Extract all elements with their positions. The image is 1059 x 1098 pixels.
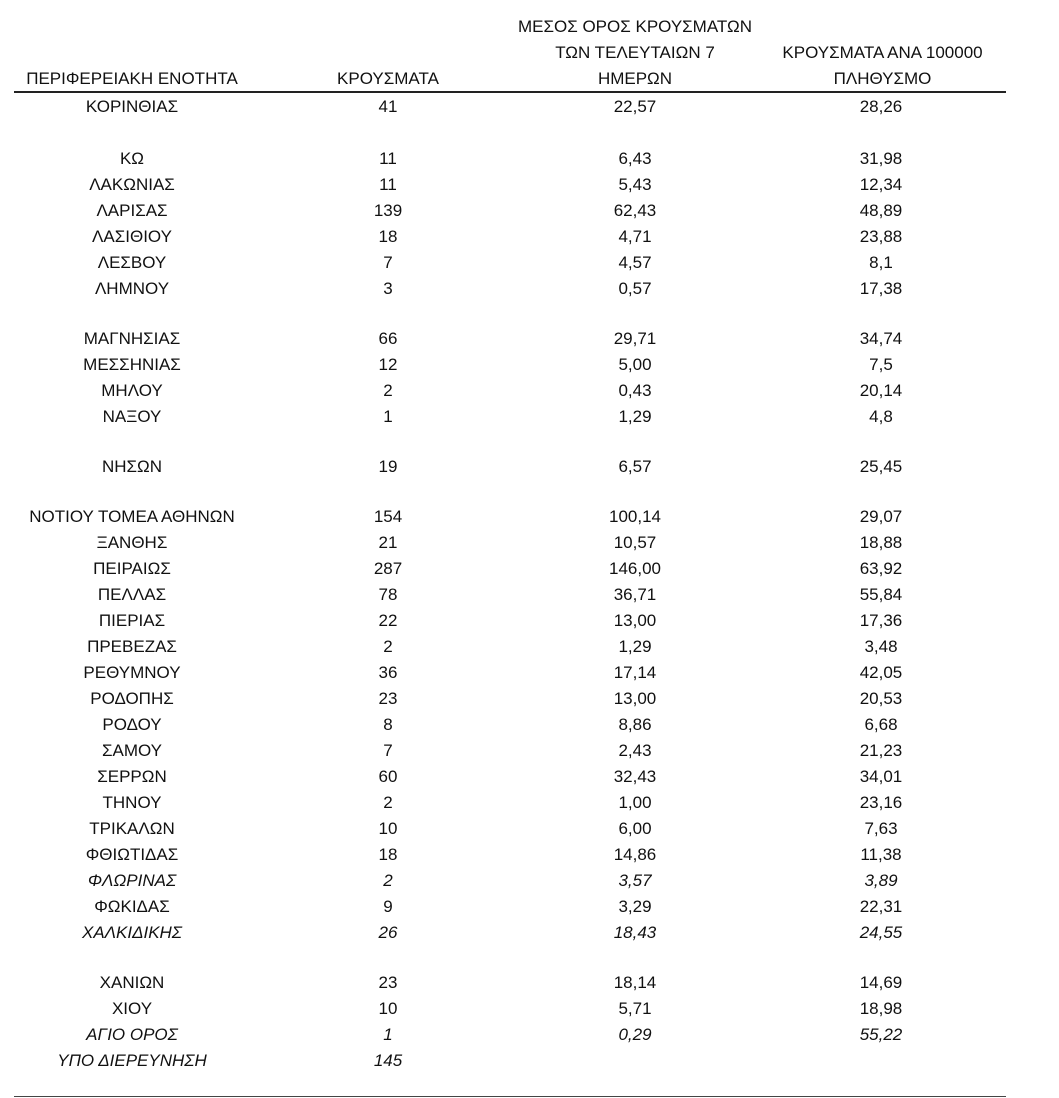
- cases-cell: 78: [378, 585, 398, 604]
- per100k-cell: 3,48: [864, 637, 898, 656]
- table-row: [0, 1022, 1059, 1048]
- per100k-cell: 6,68: [864, 715, 898, 734]
- per100k-cell: 23,88: [859, 227, 903, 246]
- per100k-cell: 17,36: [859, 611, 903, 630]
- region-cell: ΜΕΣΣΗΝΙΑΣ: [83, 355, 181, 374]
- region-cell: ΤΗΝΟΥ: [102, 793, 162, 812]
- region-cell: ΝΟΤΙΟΥ ΤΟΜΕΑ ΑΘΗΝΩΝ: [29, 507, 235, 526]
- region-cell: ΝΗΣΩΝ: [101, 457, 163, 476]
- avg7-cell: 3,57: [618, 871, 652, 890]
- cases-cell: 60: [378, 767, 398, 786]
- avg7-cell: 36,71: [613, 585, 657, 604]
- per100k-cell: 25,45: [859, 457, 903, 476]
- region-cell: ΧΙΟΥ: [111, 999, 153, 1018]
- avg7-cell: 17,14: [613, 663, 657, 682]
- table-row: [0, 556, 1059, 582]
- table-row: [0, 738, 1059, 764]
- avg7-cell: 0,29: [618, 1025, 652, 1044]
- per100k-cell: 8,1: [869, 253, 893, 272]
- table-row: [0, 970, 1059, 996]
- region-cell: ΡΟΔΟΠΗΣ: [90, 689, 174, 708]
- avg7-cell: 6,43: [618, 149, 652, 168]
- avg7-cell: 29,71: [613, 329, 657, 348]
- cases-cell: 12: [378, 355, 398, 374]
- table-row: [0, 920, 1059, 946]
- cases-cell: 7: [383, 741, 393, 760]
- per100k-cell: 48,89: [859, 201, 903, 220]
- region-cell: ΛΗΜΝΟΥ: [94, 279, 170, 298]
- per100k-cell: 21,23: [859, 741, 903, 760]
- per100k-cell: 55,84: [859, 585, 903, 604]
- table-row: [0, 634, 1059, 660]
- cases-cell: 154: [373, 507, 403, 526]
- avg7-cell: 5,43: [618, 175, 652, 194]
- cases-cell: 41: [378, 97, 398, 116]
- region-cell: ΞΑΝΘΗΣ: [96, 533, 168, 552]
- avg7-cell: 0,43: [618, 381, 652, 400]
- region-cell: ΠΙΕΡΙΑΣ: [98, 611, 166, 630]
- header-avg7-line2: ΤΩΝ ΤΕΛΕΥΤΑΙΩΝ 7: [555, 43, 715, 62]
- region-cell: ΧΑΝΙΩΝ: [99, 973, 165, 992]
- region-cell: ΚΟΡΙΝΘΙΑΣ: [85, 97, 179, 116]
- table-row: [0, 352, 1059, 378]
- cases-cell: 21: [378, 533, 398, 552]
- cases-cell: 2: [383, 793, 393, 812]
- cases-cell: 23: [378, 973, 398, 992]
- cases-cell: 19: [378, 457, 398, 476]
- avg7-cell: 5,71: [618, 999, 652, 1018]
- per100k-cell: 11,38: [860, 845, 902, 864]
- cases-cell: 11: [379, 149, 397, 168]
- avg7-cell: 3,29: [618, 897, 652, 916]
- cases-cell: 8: [383, 715, 393, 734]
- table-row: [0, 660, 1059, 686]
- table-row: [0, 250, 1059, 276]
- cases-cell: 9: [383, 897, 393, 916]
- region-cell: ΛΑΡΙΣΑΣ: [96, 201, 168, 220]
- per100k-cell: 17,38: [859, 279, 903, 298]
- per100k-cell: 14,69: [859, 973, 903, 992]
- avg7-cell: 32,43: [613, 767, 657, 786]
- region-cell: ΥΠΟ ΔΙΕΡΕΥΝΗΣΗ: [57, 1051, 207, 1070]
- table-row: [0, 996, 1059, 1022]
- header-per100k-line1: ΚΡΟΥΣΜΑΤΑ ΑΝΑ 100000: [782, 43, 983, 62]
- cases-cell: 145: [373, 1051, 403, 1070]
- cases-cell: 23: [378, 689, 398, 708]
- region-cell: ΣΑΜΟΥ: [101, 741, 163, 760]
- avg7-cell: 10,57: [613, 533, 657, 552]
- avg7-cell: 4,57: [618, 253, 652, 272]
- avg7-cell: 13,00: [613, 689, 657, 708]
- avg7-cell: 62,43: [613, 201, 657, 220]
- region-cell: ΡΟΔΟΥ: [102, 715, 162, 734]
- cases-cell: 18: [378, 845, 398, 864]
- avg7-cell: 146,00: [609, 559, 661, 578]
- region-cell: ΠΡΕΒΕΖΑΣ: [87, 637, 177, 656]
- header-per100k-line2: ΠΛΗΘΥΣΜΟ: [833, 69, 932, 88]
- table-row: [0, 686, 1059, 712]
- cases-cell: 2: [383, 381, 393, 400]
- region-cell: ΠΕΙΡΑΙΩΣ: [93, 559, 171, 578]
- table-row: [0, 842, 1059, 868]
- cases-cell: 22: [378, 611, 398, 630]
- table-row: [0, 146, 1059, 172]
- cases-cell: 2: [383, 871, 393, 890]
- table-row: [0, 1048, 1059, 1074]
- table-row: [0, 198, 1059, 224]
- cases-cell: 3: [383, 279, 393, 298]
- cases-cell: 2: [383, 637, 393, 656]
- region-cell: ΦΛΩΡΙΝΑΣ: [87, 871, 177, 890]
- avg7-cell: 18,14: [613, 973, 657, 992]
- cases-cell: 7: [383, 253, 393, 272]
- per100k-cell: 63,92: [859, 559, 903, 578]
- avg7-cell: 2,43: [618, 741, 652, 760]
- table-row: [0, 454, 1059, 480]
- per100k-cell: 23,16: [859, 793, 903, 812]
- table-row: [0, 504, 1059, 530]
- region-cell: ΡΕΘΥΜΝΟΥ: [83, 663, 181, 682]
- per100k-cell: 29,07: [859, 507, 903, 526]
- cases-cell: 66: [378, 329, 398, 348]
- per100k-cell: 42,05: [859, 663, 903, 682]
- cases-cell: 26: [378, 923, 398, 942]
- table-row: [0, 816, 1059, 842]
- table-row: [0, 94, 1059, 120]
- table-row: [0, 378, 1059, 404]
- cases-cell: 1: [383, 1025, 393, 1044]
- region-cell: ΛΑΣΙΘΙΟΥ: [92, 227, 172, 246]
- table-row: [0, 404, 1059, 430]
- region-cell: ΜΗΛΟΥ: [101, 381, 163, 400]
- cases-cell: 11: [379, 175, 397, 194]
- cases-cell: 287: [373, 559, 403, 578]
- header-cases: ΚΡΟΥΣΜΑΤΑ: [337, 69, 439, 88]
- table-row: [0, 326, 1059, 352]
- table-row: [0, 894, 1059, 920]
- table-row: [0, 712, 1059, 738]
- per100k-cell: 31,98: [859, 149, 903, 168]
- per100k-cell: 22,31: [859, 897, 903, 916]
- avg7-cell: 14,86: [613, 845, 657, 864]
- avg7-cell: 13,00: [613, 611, 657, 630]
- header-region: ΠΕΡΙΦΕΡΕΙΑΚΗ ΕΝΟΤΗΤΑ: [26, 69, 238, 88]
- region-cell: ΠΕΛΛΑΣ: [97, 585, 167, 604]
- region-cell: ΑΓΙΟ ΟΡΟΣ: [86, 1025, 178, 1044]
- avg7-cell: 1,29: [618, 637, 652, 656]
- avg7-cell: 4,71: [618, 227, 652, 246]
- per100k-cell: 34,01: [859, 767, 903, 786]
- per100k-cell: 18,98: [859, 999, 903, 1018]
- table-row: [0, 276, 1059, 302]
- region-cell: ΤΡΙΚΑΛΩΝ: [89, 819, 175, 838]
- region-cell: ΦΩΚΙΔΑΣ: [94, 897, 170, 916]
- per100k-cell: 3,89: [864, 871, 898, 890]
- avg7-cell: 0,57: [618, 279, 652, 298]
- cases-cell: 36: [378, 663, 398, 682]
- region-cell: ΜΑΓΝΗΣΙΑΣ: [83, 329, 181, 348]
- cases-cell: 18: [378, 227, 398, 246]
- region-cell: ΛΑΚΩΝΙΑΣ: [89, 175, 175, 194]
- cases-cell: 1: [383, 407, 393, 426]
- avg7-cell: 6,00: [618, 819, 652, 838]
- avg7-cell: 8,86: [618, 715, 652, 734]
- bottom-divider: [14, 1096, 1006, 1097]
- header-avg7-line3: ΗΜΕΡΩΝ: [597, 69, 673, 88]
- per100k-cell: 34,74: [859, 329, 903, 348]
- region-cell: ΚΩ: [119, 149, 145, 168]
- region-cell: ΣΕΡΡΩΝ: [97, 767, 167, 786]
- avg7-cell: 1,00: [618, 793, 652, 812]
- table-row: [0, 582, 1059, 608]
- avg7-cell: 5,00: [618, 355, 652, 374]
- cases-cell: 139: [373, 201, 403, 220]
- per100k-cell: 18,88: [859, 533, 903, 552]
- table-row: [0, 172, 1059, 198]
- header-avg7-line1: ΜΕΣΟΣ ΟΡΟΣ ΚΡΟΥΣΜΑΤΩΝ: [518, 17, 752, 36]
- per100k-cell: 24,55: [859, 923, 903, 942]
- region-cell: ΦΘΙΩΤΙΔΑΣ: [85, 845, 179, 864]
- table-row: [0, 530, 1059, 556]
- table-row: [0, 224, 1059, 250]
- cases-cell: 10: [378, 999, 398, 1018]
- region-cell: ΧΑΛΚΙΔΙΚΗΣ: [81, 923, 183, 942]
- avg7-cell: 18,43: [613, 923, 657, 942]
- region-cell: ΝΑΞΟΥ: [102, 407, 162, 426]
- table-row: [0, 764, 1059, 790]
- table-row: [0, 868, 1059, 894]
- per100k-cell: 28,26: [859, 97, 903, 116]
- per100k-cell: 7,5: [869, 355, 893, 374]
- per100k-cell: 12,34: [859, 175, 903, 194]
- avg7-cell: 6,57: [618, 457, 652, 476]
- avg7-cell: 22,57: [613, 97, 657, 116]
- avg7-cell: 100,14: [609, 507, 661, 526]
- table-row: [0, 608, 1059, 634]
- per100k-cell: 20,14: [859, 381, 903, 400]
- per100k-cell: 55,22: [859, 1025, 903, 1044]
- per100k-cell: 20,53: [859, 689, 903, 708]
- region-cell: ΛΕΣΒΟΥ: [97, 253, 167, 272]
- per100k-cell: 7,63: [864, 819, 898, 838]
- cases-cell: 10: [378, 819, 398, 838]
- avg7-cell: 1,29: [618, 407, 652, 426]
- per100k-cell: 4,8: [869, 407, 893, 426]
- table-row: [0, 790, 1059, 816]
